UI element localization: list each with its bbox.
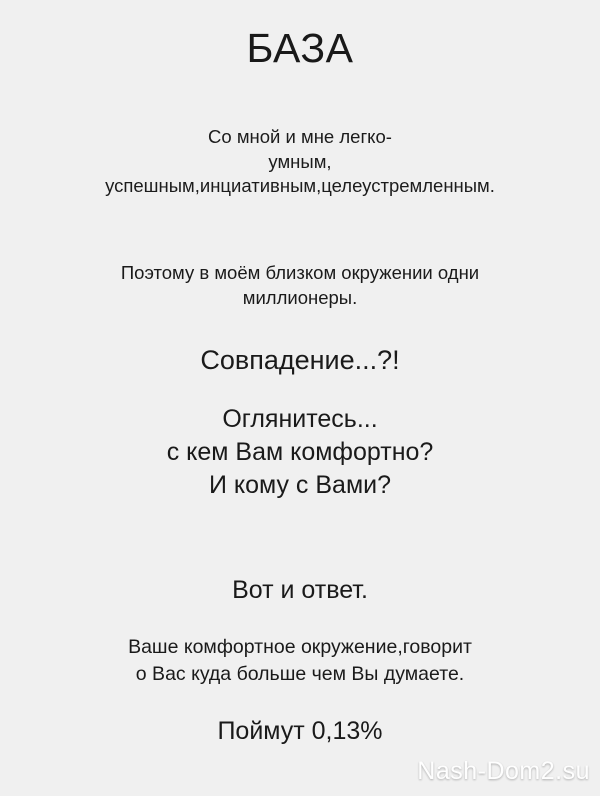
millionaires-paragraph: Поэтому в моём близком окружении одни миллионеры. xyxy=(120,261,480,308)
page-title: БАЗА xyxy=(246,25,354,71)
intro-line-1: Со мной и мне легко- xyxy=(208,126,392,148)
look-around-line-3: И кому с Вами? xyxy=(208,470,392,499)
intro-paragraph xyxy=(28,125,572,199)
environment-line-1: Ваше комфортное окружение,говорит xyxy=(128,636,472,659)
answer-line: Вот и ответ. xyxy=(232,575,368,604)
environment-line-2: о Вас куда больше чем Вы думаете. xyxy=(135,662,465,685)
percent-line: Поймут 0,13% xyxy=(217,716,383,745)
intro-line-3: успешным,инциативным,целеустремленным. xyxy=(105,175,495,197)
environment-paragraph xyxy=(28,634,572,688)
intro-line-2: умным, xyxy=(268,150,332,172)
look-around-line-2: с кем Вам комфортно? xyxy=(166,437,434,466)
site-watermark: Nash-Dom2.su xyxy=(417,757,590,785)
look-around-line-1: Оглянитесь... xyxy=(222,404,378,433)
look-around-paragraph xyxy=(28,403,572,502)
coincidence-line: Совпадение...?! xyxy=(200,344,400,375)
